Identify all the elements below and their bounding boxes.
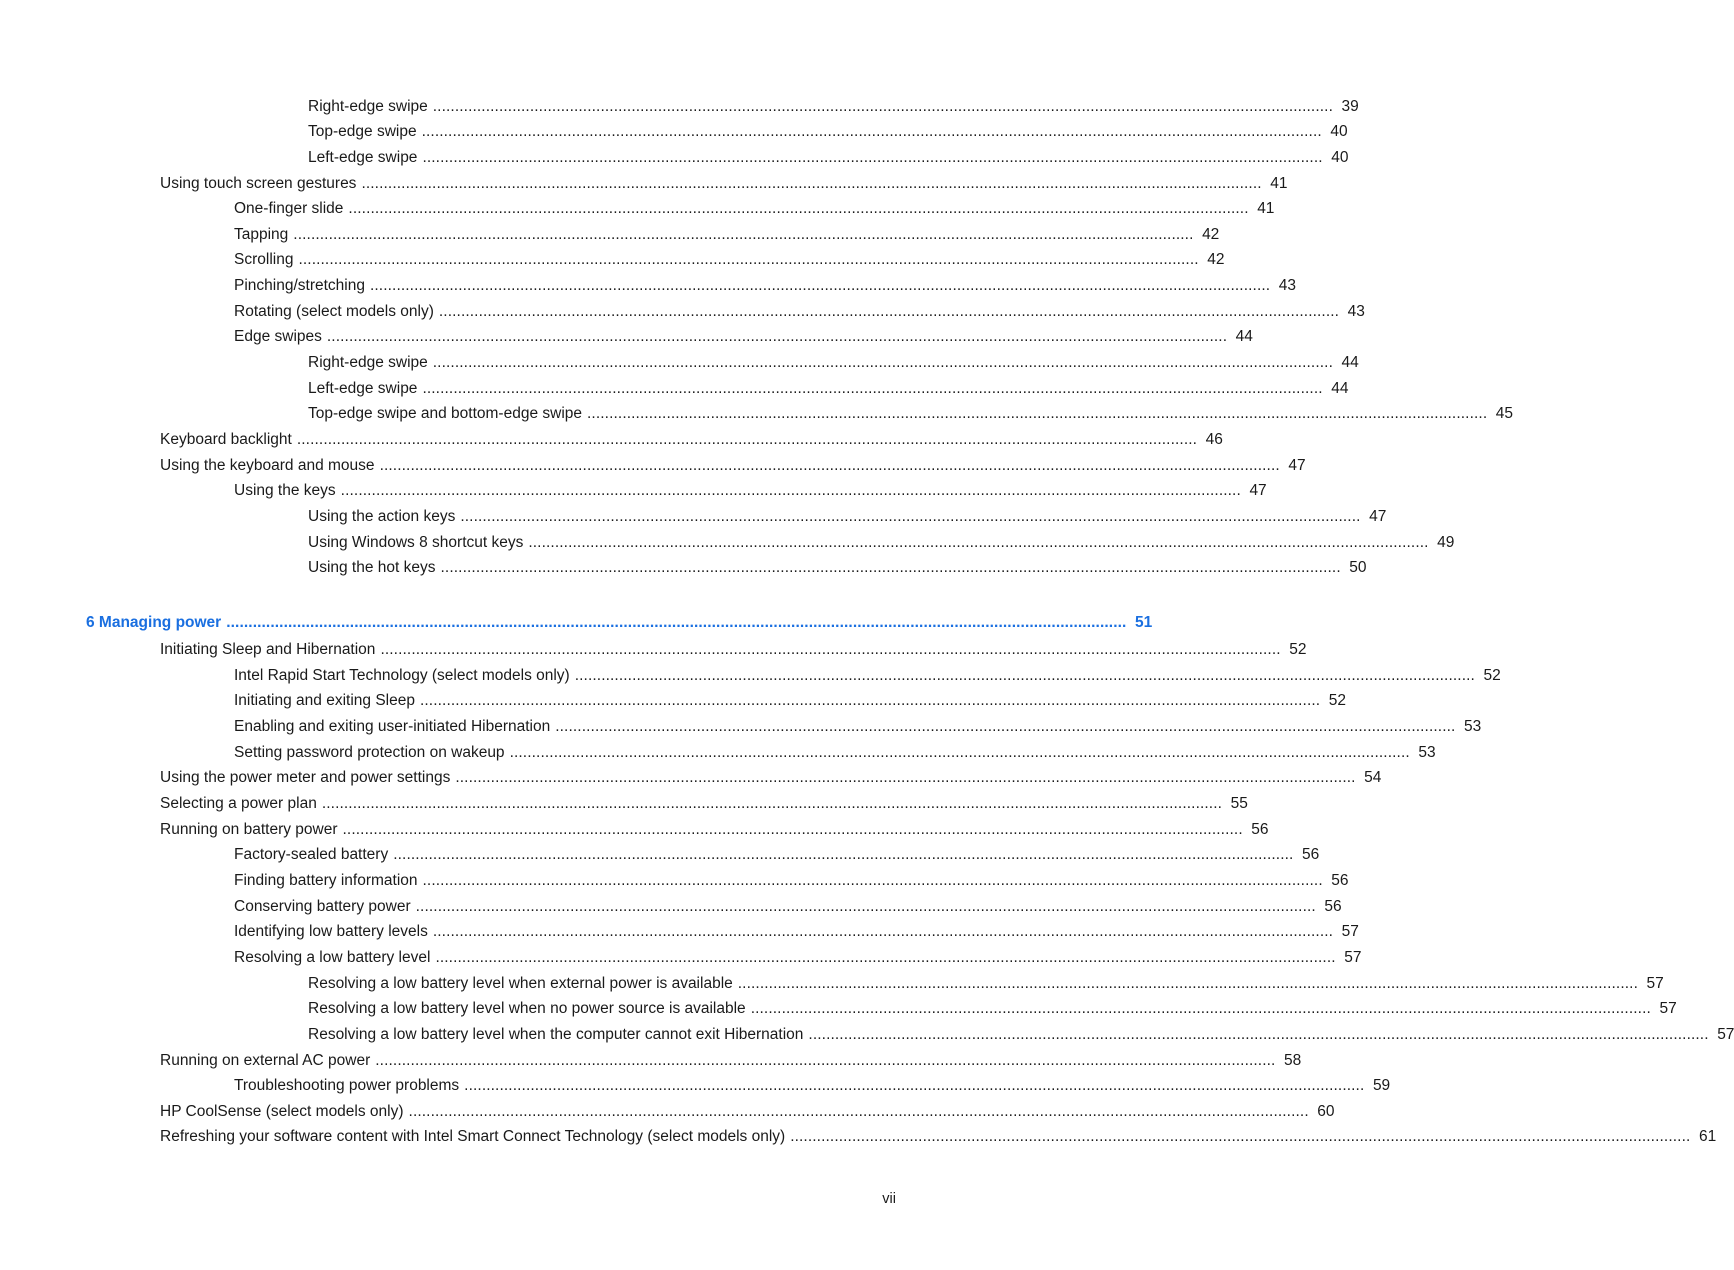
toc-entry-title: Running on battery power: [160, 821, 338, 838]
dot-leader: [297, 429, 1195, 451]
toc-entry-title: Using the hot keys: [308, 559, 436, 576]
toc-entry-page: 57: [1659, 1000, 1677, 1017]
toc-entry[interactable]: [0, 96, 1359, 118]
toc-entry[interactable]: [0, 275, 1296, 297]
toc-entry[interactable]: [0, 1050, 1302, 1072]
toc-entry-page: 43: [1347, 303, 1365, 320]
dot-leader: [433, 96, 1331, 118]
toc-entry-title: Resolving a low battery level when no power source is available: [308, 1000, 746, 1017]
toc-entry-page: 41: [1270, 175, 1288, 192]
toc-entry-page: 51: [1134, 614, 1153, 631]
toc-entry[interactable]: [0, 921, 1359, 943]
dot-leader: [348, 198, 1246, 220]
toc-entry[interactable]: [0, 403, 1514, 425]
toc-entry-title: Left-edge swipe: [308, 380, 418, 397]
toc-entry-title: Finding battery information: [234, 872, 418, 889]
dot-leader: [380, 455, 1278, 477]
toc-entry-title: Using the keyboard and mouse: [160, 457, 375, 474]
toc-entry-page: 53: [1464, 718, 1482, 735]
dot-leader: [460, 506, 1358, 528]
toc-entry-page: 42: [1202, 226, 1220, 243]
toc-entry[interactable]: [0, 378, 1349, 400]
dot-leader: [790, 1126, 1688, 1148]
dot-leader: [555, 716, 1453, 738]
toc-entry-page: 54: [1364, 769, 1382, 786]
toc-entry-title: Using the keys: [234, 482, 336, 499]
toc-entry-title: Top-edge swipe: [308, 123, 417, 140]
toc-entry-title: Factory-sealed battery: [234, 846, 389, 863]
toc-entry-title: Resolving a low battery level: [234, 949, 431, 966]
toc-entry[interactable]: [0, 896, 1342, 918]
dot-leader: [361, 173, 1259, 195]
toc-entry[interactable]: [0, 1075, 1391, 1097]
dot-leader: [510, 742, 1408, 764]
toc-entry[interactable]: [0, 844, 1320, 866]
toc-entry-page: 52: [1289, 641, 1307, 658]
toc-entry[interactable]: [0, 198, 1275, 220]
toc-entry-page: 45: [1495, 405, 1514, 422]
dot-leader: [433, 921, 1331, 943]
toc-entry-title: Initiating Sleep and Hibernation: [160, 641, 376, 658]
dot-leader: [433, 352, 1331, 374]
toc-entry-page: 44: [1235, 328, 1253, 345]
toc-entry-title: Using touch screen gestures: [160, 175, 357, 192]
toc-entry[interactable]: [0, 352, 1359, 374]
toc-chapter-link[interactable]: [0, 612, 1153, 634]
page-number: vii: [882, 1191, 896, 1207]
toc-entry[interactable]: [0, 870, 1349, 892]
toc-entry-page: 44: [1341, 354, 1359, 371]
toc-entry-page: 56: [1331, 872, 1349, 889]
toc-entry-page: 52: [1483, 667, 1501, 684]
dot-leader: [343, 819, 1241, 841]
toc-entry-page: 46: [1205, 431, 1223, 448]
dot-leader: [422, 378, 1320, 400]
toc-entry[interactable]: [0, 455, 1306, 477]
toc-entry-title: Conserving battery power: [234, 898, 411, 915]
toc-entry-title: Troubleshooting power problems: [234, 1077, 460, 1094]
dot-leader: [370, 275, 1268, 297]
toc-entry[interactable]: [0, 480, 1267, 502]
toc-entry-title: HP CoolSense (select models only): [160, 1103, 404, 1120]
dot-leader: [738, 973, 1636, 995]
toc-entry-title: Using Windows 8 shortcut keys: [308, 534, 524, 551]
toc-entry[interactable]: [0, 973, 1664, 995]
dot-leader: [528, 532, 1426, 554]
dot-leader: [455, 767, 1353, 789]
toc-entry[interactable]: [0, 301, 1365, 323]
toc-entry[interactable]: [0, 690, 1346, 712]
toc-entry-page: 58: [1284, 1052, 1302, 1069]
dot-leader: [808, 1024, 1706, 1046]
toc-entry-title: Right-edge swipe: [308, 98, 428, 115]
toc-entry[interactable]: [0, 767, 1382, 789]
toc-entry[interactable]: [0, 326, 1253, 348]
toc-entry-title: Left-edge swipe: [308, 149, 418, 166]
toc-entry-page: 57: [1344, 949, 1362, 966]
toc-entry-page: 60: [1317, 1103, 1335, 1120]
toc-entry-title: Resolving a low battery level when the computer cannot exit Hibernation: [308, 1026, 804, 1043]
toc-entry-title: Scrolling: [234, 251, 294, 268]
toc-entry-page: 57: [1717, 1026, 1734, 1043]
toc-entry-page: 55: [1230, 795, 1248, 812]
toc-entry-title: Rotating (select models only): [234, 303, 434, 320]
toc-entry-title: Keyboard backlight: [160, 431, 292, 448]
dot-leader: [322, 793, 1220, 815]
toc-entry[interactable]: [0, 532, 1455, 554]
toc-entry-title: Selecting a power plan: [160, 795, 317, 812]
toc-entry-title: One-finger slide: [234, 200, 344, 217]
toc-entry-title: Refreshing your software content with Intel Smart Connect Technology (select models only): [160, 1128, 786, 1145]
toc-entry-page: 50: [1349, 559, 1367, 576]
toc-entry[interactable]: [0, 506, 1387, 528]
toc-entry-title: Using the power meter and power settings: [160, 769, 451, 786]
toc-entry-page: 44: [1331, 380, 1349, 397]
toc-entry-page: 53: [1418, 744, 1436, 761]
toc-entry-page: 47: [1288, 457, 1306, 474]
toc-entry-page: 52: [1328, 692, 1346, 709]
dot-leader: [420, 690, 1318, 712]
dot-leader: [422, 121, 1320, 143]
dot-leader: [587, 403, 1485, 425]
dot-leader: [464, 1075, 1362, 1097]
toc-entry-page: 56: [1301, 846, 1320, 863]
toc-entry[interactable]: [0, 429, 1223, 451]
toc-entry[interactable]: [0, 249, 1225, 271]
dot-leader: [423, 870, 1321, 892]
toc-entry[interactable]: [0, 1101, 1335, 1123]
toc-entry-title: Tapping: [234, 226, 289, 243]
dot-leader: [409, 1101, 1307, 1123]
toc-entry-page: 56: [1324, 898, 1342, 915]
dot-leader: [575, 665, 1473, 687]
dot-leader: [393, 844, 1291, 866]
dot-leader: [422, 147, 1320, 169]
dot-leader: [435, 947, 1333, 969]
dot-leader: [439, 301, 1337, 323]
toc-entry-title: Right-edge swipe: [308, 354, 428, 371]
toc-entry[interactable]: [0, 224, 1220, 246]
toc-entry-page: 57: [1341, 923, 1359, 940]
toc-entry[interactable]: [0, 998, 1677, 1020]
toc-entry-title: Using the action keys: [308, 508, 456, 525]
toc-entry[interactable]: [0, 557, 1367, 579]
toc-entry-page: 40: [1331, 149, 1349, 166]
dot-leader: [380, 639, 1278, 661]
toc-entry-title: Intel Rapid Start Technology (select models only): [234, 667, 570, 684]
toc-entry[interactable]: [0, 121, 1348, 143]
toc-entry[interactable]: [0, 716, 1482, 738]
dot-leader: [341, 480, 1239, 502]
toc-entry-page: 57: [1646, 975, 1664, 992]
toc-entry-page: 41: [1257, 200, 1275, 217]
toc-entry-title: Edge swipes: [234, 328, 322, 345]
toc-entry-title: Enabling and exiting user-initiated Hibernation: [234, 718, 551, 735]
dot-leader: [226, 612, 1124, 634]
toc-entry-title: Setting password protection on wakeup: [234, 744, 505, 761]
toc-entry-page: 42: [1207, 251, 1225, 268]
toc-entry-page: 56: [1251, 821, 1269, 838]
toc-entry-title: Pinching/stretching: [234, 277, 365, 294]
toc-entry[interactable]: [0, 173, 1288, 195]
toc-entry-title: Running on external AC power: [160, 1052, 371, 1069]
toc-entry[interactable]: [0, 742, 1436, 764]
toc-entry-title: Initiating and exiting Sleep: [234, 692, 415, 709]
toc-entry-page: 61: [1698, 1128, 1717, 1145]
toc-entry[interactable]: [0, 1024, 1734, 1046]
toc-entry[interactable]: [0, 819, 1269, 841]
toc-entry[interactable]: [0, 665, 1501, 687]
toc-entry-page: 40: [1330, 123, 1348, 140]
toc-entry[interactable]: [0, 947, 1362, 969]
toc-entry[interactable]: [0, 639, 1307, 661]
dot-leader: [298, 249, 1196, 271]
toc-entry-page: 49: [1437, 534, 1455, 551]
toc-entry-page: 39: [1341, 98, 1359, 115]
toc-entry-title: Resolving a low battery level when external power is available: [308, 975, 733, 992]
toc-entry[interactable]: [0, 793, 1248, 815]
toc-entry-title: Top-edge swipe and bottom-edge swipe: [308, 405, 583, 422]
toc-entry-page: 47: [1369, 508, 1387, 525]
toc-entry[interactable]: [0, 1126, 1717, 1148]
dot-leader: [441, 557, 1339, 579]
dot-leader: [751, 998, 1649, 1020]
dot-leader: [375, 1050, 1273, 1072]
dot-leader: [416, 896, 1314, 918]
toc-entry-page: 47: [1249, 482, 1267, 499]
toc-entry[interactable]: [0, 147, 1349, 169]
dot-leader: [293, 224, 1191, 246]
toc-entry-page: 59: [1372, 1077, 1391, 1094]
toc-entry-page: 43: [1278, 277, 1296, 294]
toc-entry-title: 6 Managing power: [86, 614, 222, 631]
toc-entry-title: Identifying low battery levels: [234, 923, 428, 940]
dot-leader: [327, 326, 1225, 348]
